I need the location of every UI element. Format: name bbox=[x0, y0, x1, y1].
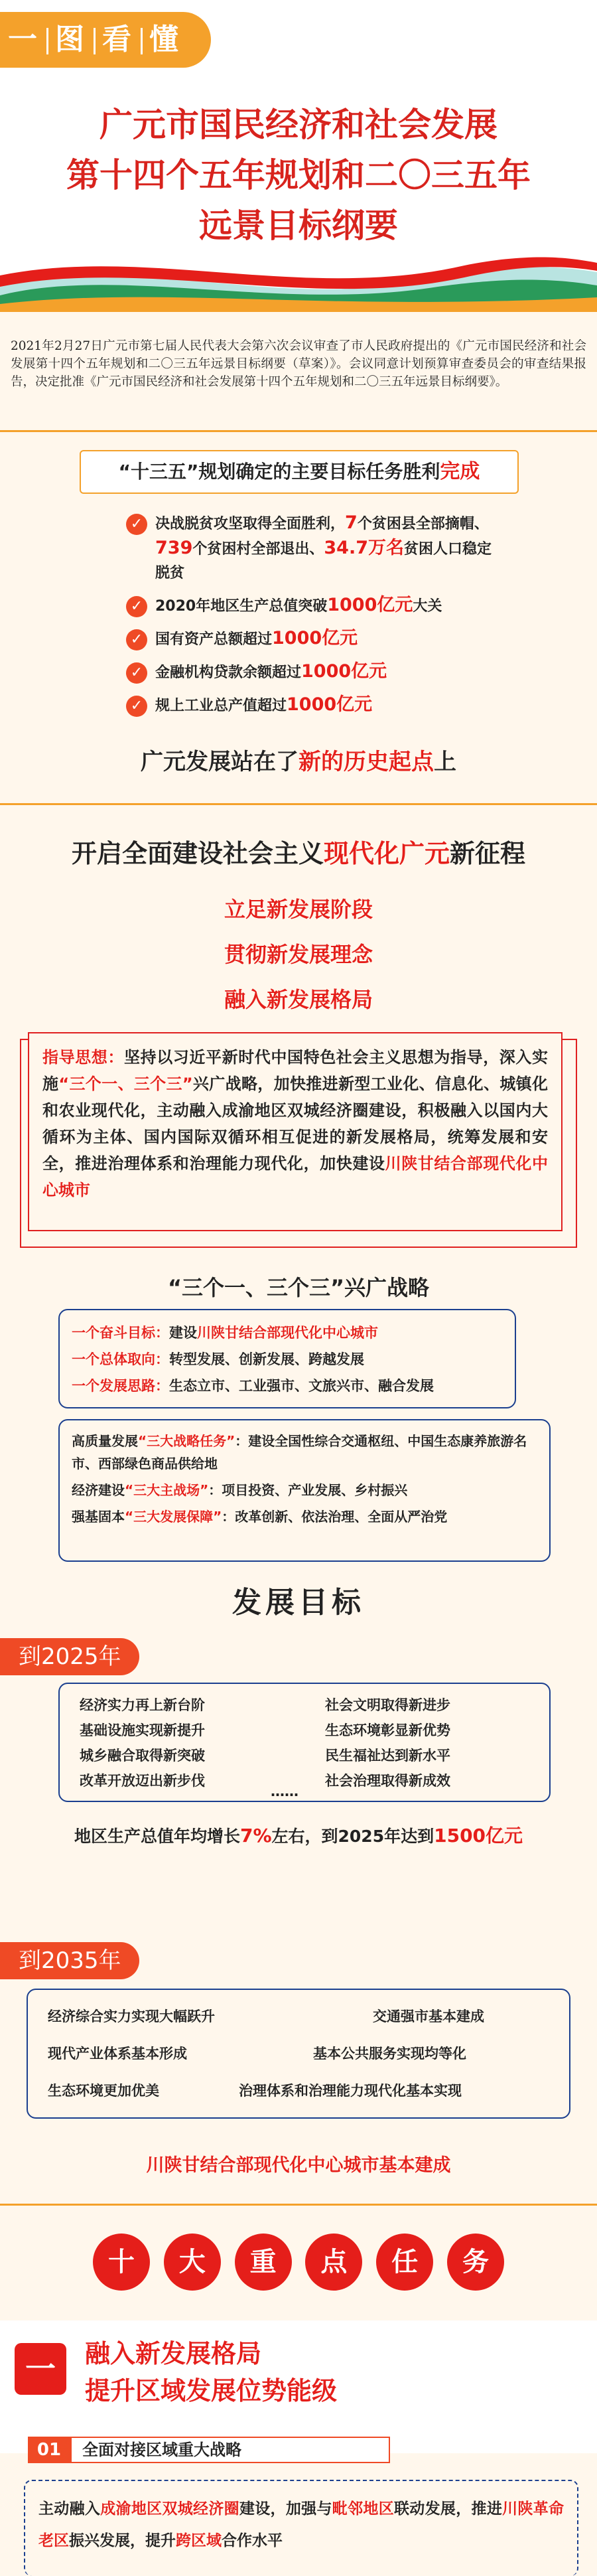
title-line-3: 远景目标纲要 bbox=[199, 206, 398, 245]
strategy-row bbox=[72, 1479, 537, 1501]
divider bbox=[0, 430, 597, 432]
year-prefix: 到 bbox=[19, 1947, 41, 1974]
check-icon: ✓ bbox=[126, 514, 147, 535]
goal-item: 生态环境彰显新优势 bbox=[325, 1722, 450, 1738]
goals-title: 发展目标 bbox=[232, 1586, 365, 1620]
guide-label: 指导思想： bbox=[42, 1048, 124, 1067]
goal-final-2035: 川陕甘结合部现代化中心城市基本建成 bbox=[146, 2155, 451, 2176]
year-prefix: 到 bbox=[19, 1643, 41, 1670]
conclusion-highlight: 新的历史起点 bbox=[298, 749, 434, 775]
year-value: 2025年 bbox=[41, 1643, 121, 1670]
list-item bbox=[126, 693, 498, 718]
goal-item: 生态环境更加优美 bbox=[48, 2083, 159, 2099]
note-highlight: 1500亿元 bbox=[434, 1825, 523, 1847]
row-highlight: “三大战略任务” bbox=[138, 1433, 235, 1449]
list-item bbox=[126, 660, 498, 685]
item-number: 1000亿元 bbox=[301, 661, 387, 682]
row-text: ：改革创新、依法治理、全面从严治党 bbox=[222, 1509, 448, 1525]
achievements-title-text: “十三五”规划确定的主要目标任务胜利 bbox=[118, 461, 440, 483]
row-highlight: “三大发展保障” bbox=[125, 1509, 222, 1525]
note-text: 左右，到2025年达到 bbox=[271, 1827, 434, 1846]
journey-title-text: 开启全面建设社会主义 bbox=[71, 839, 324, 868]
row-text: 经济建设 bbox=[72, 1482, 125, 1498]
goal-item: 社会治理取得新成效 bbox=[325, 1773, 450, 1789]
row-label: 一个总体取向： bbox=[72, 1351, 169, 1367]
guide-box bbox=[28, 1032, 563, 1231]
body-highlight: 成渝地区双城经济圈 bbox=[100, 2500, 239, 2518]
divider bbox=[0, 803, 597, 805]
goal-item: 经济实力再上新台阶 bbox=[80, 1697, 205, 1713]
subsection-title: 全面对接区域重大战略 bbox=[70, 2437, 390, 2463]
goals-2025-box bbox=[58, 1683, 551, 1802]
item-number: 1000亿元 bbox=[272, 628, 358, 648]
row-text: 生态立市、工业强市、文旅兴市、融合发展 bbox=[169, 1378, 434, 1394]
achievements-list bbox=[126, 511, 498, 726]
guide-text: 坚持以习近平新时代中国特色社会主义思想为指导，深入实施 bbox=[42, 1048, 548, 1093]
item-text: 贫困人口稳定脱贫 bbox=[155, 541, 492, 581]
item-number: 1000亿元 bbox=[287, 694, 373, 715]
brand-tag bbox=[0, 12, 211, 68]
strategy-row bbox=[72, 1505, 537, 1528]
check-icon: ✓ bbox=[126, 662, 147, 684]
item-number: 34.7万名 bbox=[324, 538, 405, 558]
section-title bbox=[85, 2335, 337, 2409]
section-number: 一 bbox=[15, 2343, 66, 2395]
brand-char: 一 bbox=[8, 23, 40, 56]
conclusion-text: 广元发展站在了 bbox=[141, 749, 298, 775]
row-label: 一个发展思路： bbox=[72, 1378, 169, 1394]
item-number: 739 bbox=[155, 538, 193, 558]
task-char: 重 bbox=[235, 2234, 292, 2291]
goal-item: 城乡融合取得新突破 bbox=[80, 1748, 205, 1764]
body-highlight: 跨区域 bbox=[176, 2532, 222, 2549]
brand-char: 看 bbox=[102, 23, 134, 56]
achievements-title bbox=[80, 450, 519, 494]
journey-title bbox=[0, 833, 597, 870]
title-line-2: 第十四个五年规划和二〇三五年 bbox=[66, 156, 531, 194]
item-number: 7 bbox=[345, 512, 358, 533]
brand-char: 图 bbox=[55, 23, 87, 56]
body-text: 合作水平 bbox=[222, 2532, 283, 2549]
goal-item: 经济综合实力实现大幅跃升 bbox=[48, 2008, 215, 2024]
strategy-row bbox=[72, 1320, 503, 1346]
check-icon: ✓ bbox=[126, 596, 147, 617]
note-text: 地区生产总值年均增长 bbox=[74, 1827, 240, 1846]
stance-3: 融入新发展格局 bbox=[224, 987, 373, 1012]
check-icon: ✓ bbox=[126, 629, 147, 650]
page-title bbox=[0, 100, 597, 251]
year-tab-2035 bbox=[0, 1942, 139, 1979]
row-text: ：建设全国性综合交通枢纽、中国生态康养旅游名市、西部绿色商品供给地 bbox=[72, 1433, 527, 1472]
intro-paragraph: 2021年2月27日广元市第七届人民代表大会第六次会议审查了市人民政府提出的《广元市国民经济和社会发展第十四个五年规划和二〇三五年远景目标纲要（草案）》。会议同意计划预算审查委员会的审查结果报告，决定批准《广元市国民经济和社会发展第十四个五年规划和二〇三五年远景目标纲要》。 bbox=[11, 339, 586, 389]
row-text: 高质量发展 bbox=[72, 1433, 138, 1449]
goal-item: 社会文明取得新进步 bbox=[325, 1697, 450, 1713]
item-text: 个贫困村全部退出、 bbox=[192, 541, 324, 558]
header bbox=[0, 0, 597, 312]
goal-item: 民生福祉达到新水平 bbox=[325, 1748, 450, 1764]
list-item bbox=[126, 627, 498, 652]
stance-1: 立足新发展阶段 bbox=[224, 897, 373, 922]
achievements-conclusion bbox=[0, 743, 597, 776]
subsection-body bbox=[24, 2480, 578, 2576]
item-number: 1000亿元 bbox=[327, 595, 413, 615]
divider bbox=[0, 2204, 597, 2206]
body-highlight: 川陕革命老区 bbox=[38, 2500, 564, 2549]
body-text: 联动发展，推进 bbox=[394, 2500, 503, 2518]
item-text: 金融机构贷款余额超过 bbox=[155, 664, 302, 681]
item-text: 个贫困县全部摘帽、 bbox=[357, 516, 489, 532]
list-item bbox=[126, 511, 498, 585]
strategy-row bbox=[72, 1373, 503, 1399]
body-text: 建设，加强与 bbox=[239, 2500, 332, 2518]
goal-ellipsis: …… bbox=[271, 1783, 298, 1799]
goal-item: 治理体系和治理能力现代化基本实现 bbox=[239, 2083, 462, 2099]
item-text: 规上工业总产值超过 bbox=[155, 698, 287, 714]
decorative-wave bbox=[0, 239, 597, 312]
goals-2035-box bbox=[27, 1989, 570, 2119]
strategy-row bbox=[72, 1346, 503, 1373]
year-value: 2035年 bbox=[41, 1947, 121, 1974]
item-text: 决战脱贫攻坚取得全面胜利， bbox=[155, 516, 346, 532]
section-title-line: 融入新发展格局 bbox=[85, 2339, 262, 2368]
journey-title-highlight: 现代化广元 bbox=[323, 839, 450, 868]
body-text: 主动融入 bbox=[38, 2500, 101, 2518]
goal-item: 现代产业体系基本形成 bbox=[48, 2046, 187, 2062]
row-text: ：项目投资、产业发展、乡村振兴 bbox=[208, 1482, 408, 1498]
item-text: 2020年地区生产总值突破 bbox=[155, 598, 328, 615]
ten-tasks-banner bbox=[93, 2234, 504, 2291]
strategy-box-2 bbox=[58, 1419, 551, 1562]
conclusion-text: 上 bbox=[434, 749, 456, 775]
title-line-1: 广元市国民经济和社会发展 bbox=[100, 106, 498, 144]
note-highlight: 7% bbox=[239, 1825, 272, 1847]
body-text: 振兴发展，提升 bbox=[69, 2532, 176, 2549]
journey-title-text: 新征程 bbox=[450, 839, 526, 868]
list-item bbox=[126, 593, 498, 619]
goal-item: 改革开放迈出新步伐 bbox=[80, 1773, 205, 1789]
guide-highlight: “三个一、三个三” bbox=[58, 1075, 193, 1093]
strategy-row bbox=[72, 1430, 537, 1475]
year-tab-2025 bbox=[0, 1638, 139, 1675]
check-icon: ✓ bbox=[126, 696, 147, 717]
item-text: 国有资产总额超过 bbox=[155, 631, 273, 648]
achievements-title-highlight: 完成 bbox=[440, 460, 480, 483]
guide-highlight: 川陕甘结合部现代化中心城市 bbox=[42, 1154, 549, 1199]
task-char: 点 bbox=[305, 2234, 362, 2291]
brand-char: 懂 bbox=[149, 23, 181, 56]
item-text: 大关 bbox=[413, 598, 442, 615]
row-label: 一个奋斗目标： bbox=[72, 1325, 169, 1341]
body-highlight: 毗邻地区 bbox=[332, 2500, 394, 2518]
task-char: 十 bbox=[93, 2234, 150, 2291]
row-highlight: “三大主战场” bbox=[125, 1482, 209, 1498]
task-char: 任 bbox=[376, 2234, 433, 2291]
row-text: 建设 bbox=[169, 1325, 197, 1341]
row-text: 强基固本 bbox=[72, 1509, 125, 1525]
stance-2: 贯彻新发展理念 bbox=[224, 942, 373, 967]
row-text: 转型发展、创新发展、跨越发展 bbox=[169, 1351, 364, 1367]
goal-item: 基本公共服务实现均等化 bbox=[313, 2046, 466, 2062]
strategy-box-1 bbox=[58, 1309, 516, 1408]
guide-text: 兴广战略，加快推进新型工业化、信息化、城镇化和农业现代化，主动融入成渝地区双城经济圈建设，积极融入以国内大循环为主体、国内国际双循环相互促进的新发展格局，统筹发展和安全，推进治理体系和治理能力现代化，加快建设 bbox=[42, 1075, 549, 1173]
task-char: 大 bbox=[164, 2234, 221, 2291]
goal-note-2025 bbox=[0, 1821, 597, 1848]
strategy-title: “三个一、三个三”兴广战略 bbox=[167, 1275, 430, 1300]
subsection-number: 01 bbox=[28, 2437, 70, 2463]
goal-item: 交通强市基本建成 bbox=[373, 2008, 484, 2024]
goal-item: 基础设施实现新提升 bbox=[80, 1722, 205, 1738]
row-highlight: 川陕甘结合部现代化中心城市 bbox=[197, 1325, 378, 1341]
task-char: 务 bbox=[447, 2234, 504, 2291]
section-title-line: 提升区域发展位势能级 bbox=[85, 2376, 338, 2405]
